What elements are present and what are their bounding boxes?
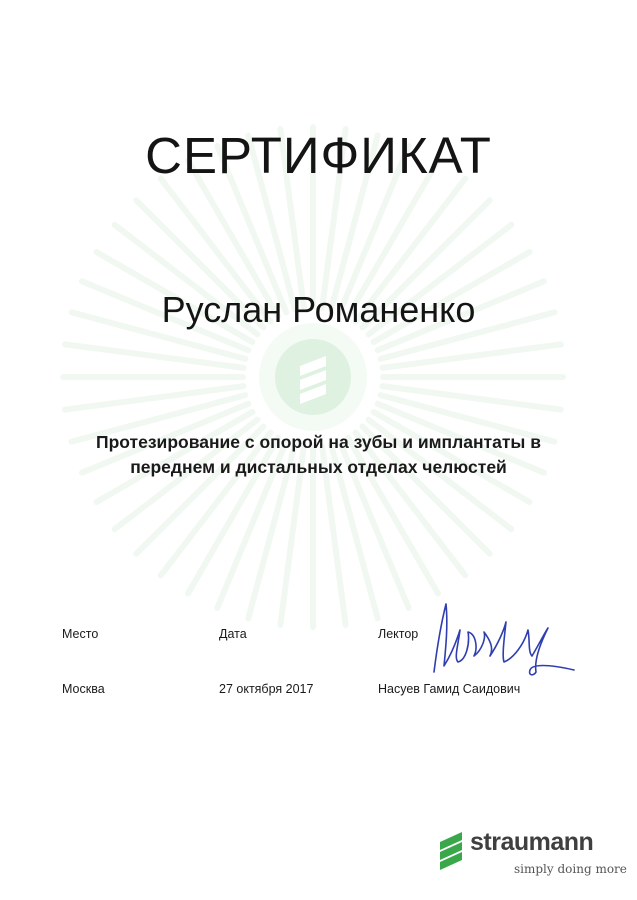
straumann-logo (436, 826, 627, 882)
lecturer-label: Лектор (378, 627, 419, 641)
watermark-ray (65, 386, 243, 409)
watermark-logo-icon (275, 339, 351, 415)
date-label: Дата (219, 627, 247, 641)
lecturer-name: Насуев Гамид Саидович (378, 682, 521, 696)
place-value: Москва (62, 682, 105, 696)
recipient-name: Руслан Романенко (161, 289, 476, 330)
course-title-line: переднем и дистальных отделах челюстей (130, 457, 507, 477)
place-label: Место (62, 627, 99, 641)
brand-tagline: simply doing more (514, 862, 627, 876)
straumann-s-icon (436, 830, 466, 870)
lecturer-signature (424, 600, 584, 680)
course-title-line: Протезирование с опорой на зубы и имплантаты в (96, 432, 541, 452)
course-title (60, 430, 577, 480)
watermark-ray (382, 344, 560, 367)
watermark-ray (382, 386, 560, 409)
certificate-title: СЕРТИФИКАТ (145, 127, 492, 184)
brand-name: straumann (470, 828, 594, 856)
watermark-ray (65, 344, 243, 367)
date-value: 27 октября 2017 (219, 682, 314, 696)
